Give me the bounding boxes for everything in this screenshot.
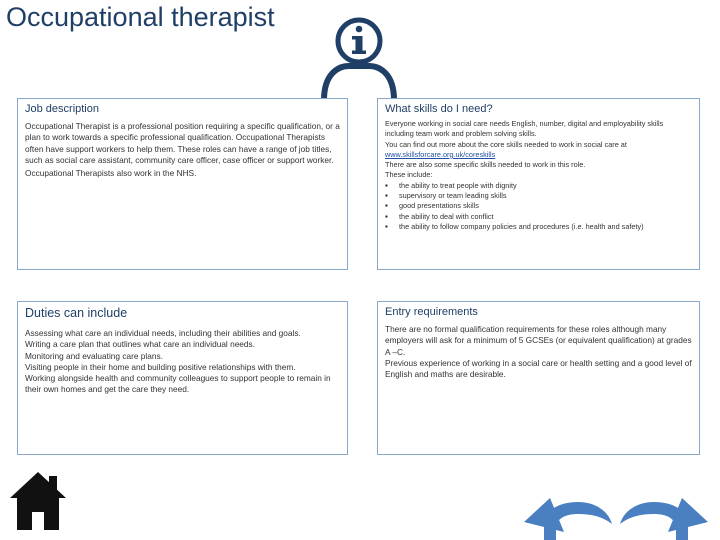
duty-line: Visiting people in their home and building positive relationships with them. <box>25 361 296 372</box>
list-item: ▪ supervisory or team leading skills <box>385 191 693 201</box>
job-description-text: Occupational Therapist is a professional position requiring a specific qualification, or a plan to work towards a specific professional qualification. Occupational Therapists often have support workers to help them. These roles can have a range of job titles, such as social care assistant, community care officer, case officer or support worker. <box>25 121 340 165</box>
home-icon[interactable] <box>8 470 68 532</box>
list-item: ▪ good presentations skills <box>385 201 693 211</box>
core-skills-link[interactable]: www.skillsforcare.org.uk/coreskills <box>385 149 496 159</box>
job-description-nhs: Occupational Therapists also work in the NHS. <box>25 168 197 179</box>
job-description-panel <box>17 98 348 270</box>
duty-line: Working alongside health and community colleagues to support people to remain in their own homes and get the care they need. <box>25 373 331 395</box>
entry-qualifications: There are no formal qualification requirements for these roles although many employers will ask for a minimum of 5 GCSEs (or equivalent qualification) at grades A –C. <box>385 324 692 357</box>
entry-heading: Entry requirements <box>385 306 478 318</box>
duties-heading: Duties can include <box>25 306 128 320</box>
skills-more-text: You can find out more about the core skills needed to work in social care at <box>385 139 627 149</box>
info-person-icon <box>318 12 404 102</box>
skills-list <box>385 181 693 232</box>
job-description-heading: Job description <box>25 103 99 115</box>
duties-panel <box>17 301 348 455</box>
back-arrow-icon[interactable] <box>520 480 614 540</box>
skills-include: These include: <box>385 170 433 180</box>
duty-line: Assessing what care an individual needs, including their abilities and goals. <box>25 328 301 338</box>
skills-intro: Everyone working in social care needs English, number, digital and employability skills including team work and problem solving skills. <box>385 119 664 139</box>
skills-panel <box>377 98 700 270</box>
duty-line: Monitoring and evaluating care plans. <box>25 350 163 361</box>
entry-experience: Previous experience of working in a social care or health setting and a good level of English and maths are desirable. <box>385 357 692 380</box>
list-item: ▪ the ability to deal with conflict <box>385 212 693 222</box>
skills-more <box>385 140 693 161</box>
list-item: ▪ the ability to follow company policies and procedures (i.e. health and safety) <box>385 222 693 232</box>
skills-heading: What skills do I need? <box>385 103 493 115</box>
duty-line: Writing a care plan that outlines what care an individual needs. <box>25 339 255 350</box>
skills-specific: There are also some specific skills needed to work in this role. <box>385 160 586 170</box>
forward-arrow-icon[interactable] <box>618 480 712 540</box>
list-item: ▪ the ability to treat people with dignity <box>385 181 693 191</box>
entry-requirements-panel <box>377 301 700 455</box>
page-title: Occupational therapist <box>6 2 275 32</box>
